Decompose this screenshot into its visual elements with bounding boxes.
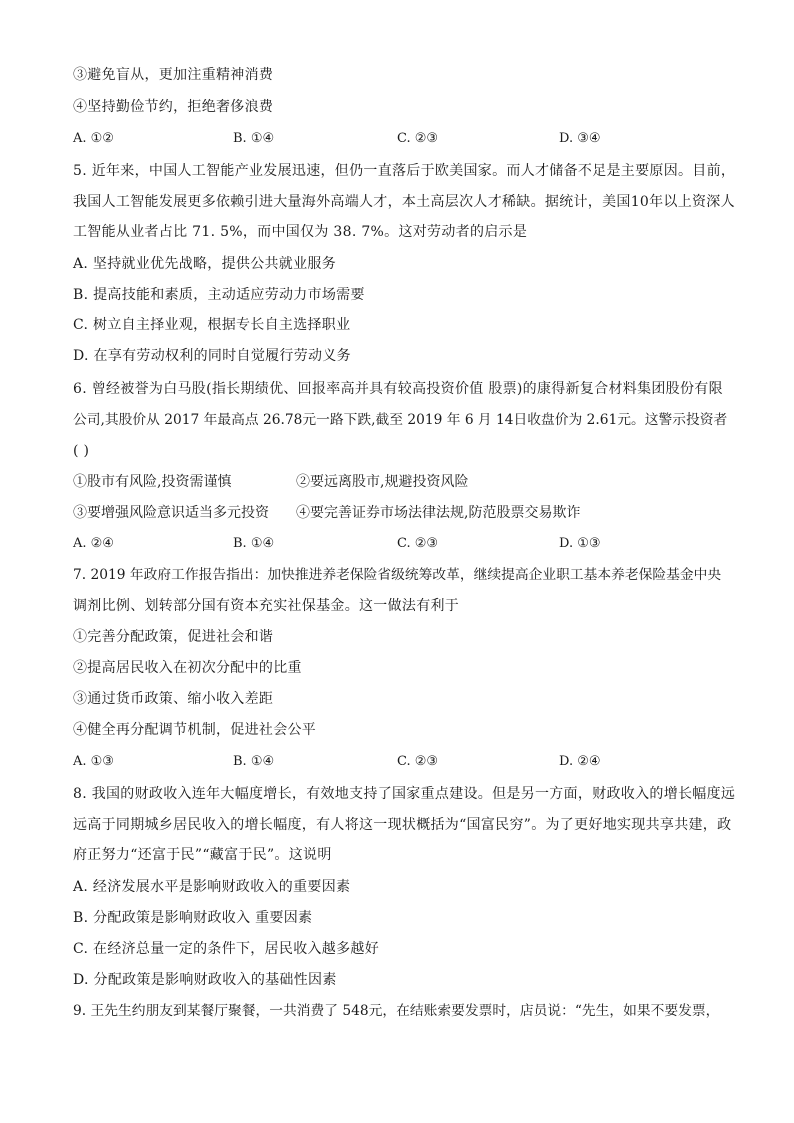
q7-option-c[interactable]: C. ②③	[397, 754, 439, 769]
q4-statement-4: ④坚持勤俭节约，拒绝奢侈浪费	[73, 99, 274, 115]
q8-choice-b[interactable]: B. 分配政策是影响财政收入 重要因素	[73, 910, 313, 926]
q8-stem-line-1: 8. 我国的财政收入连年大幅度增长，有效地支持了国家重点建设。但是另一方面，财政收入的增长幅度远	[73, 786, 736, 802]
q7-stem-line-1: 7. 2019 年政府工作报告指出：加快推进养老保险省级统筹改革，继续提高企业职工基本养老保险基金中央	[73, 567, 722, 583]
q5-stem-line-2: 我国人工智能发展更多依赖引进大量海外高端人才，本土高层次人才稀缺。据统计，美国10年以上资深人	[73, 194, 735, 210]
q4-statement-3: ③避免盲从，更加注重精神消费	[73, 67, 274, 83]
q4-option-d[interactable]: D. ③④	[559, 131, 601, 146]
q7-stem-line-2: 调剂比例、划转部分国有资本充实社保基金。这一做法有利于	[73, 598, 460, 614]
q6-statement-1: ①股市有风险,投资需谨慎	[73, 474, 232, 490]
q8-choice-a[interactable]: A. 经济发展水平是影响财政收入的重要因素	[73, 879, 351, 895]
q6-answer-blank: ( )	[73, 443, 90, 459]
q6-option-a[interactable]: A. ②④	[73, 536, 114, 551]
q7-statement-1: ①完善分配政策，促进社会和谐	[73, 629, 274, 645]
q6-statement-4: ④要完善证券市场法律法规,防范股票交易欺诈	[296, 505, 581, 521]
q6-option-b[interactable]: B. ①④	[233, 536, 275, 551]
q4-option-a[interactable]: A. ①②	[73, 131, 114, 146]
q9-stem-line-1: 9. 王先生约朋友到某餐厅聚餐，一共消费了 548元，在结账索要发票时，店员说：“先生，如果不要发票，	[73, 1003, 720, 1019]
q8-choice-c[interactable]: C. 在经济总量一定的条件下，居民收入越多越好	[73, 941, 380, 957]
q5-stem-line-1: 5. 近年来，中国人工智能产业发展迅速，但仍一直落后于欧美国家。而人才储备不足是主要原因。目前，	[73, 163, 736, 179]
q7-statement-2: ②提高居民收入在初次分配中的比重	[73, 660, 302, 676]
q7-statement-3: ③通过货币政策、缩小收入差距	[73, 691, 274, 707]
q7-option-b[interactable]: B. ①④	[233, 754, 275, 769]
q6-statement-2: ②要远离股市,规避投资风险	[296, 474, 469, 490]
q8-stem-line-2: 远高于同期城乡居民收入的增长幅度，有人将这一现状概括为“国富民穷”。为了更好地实现共享共建，政	[73, 817, 732, 833]
q5-choice-b[interactable]: B. 提高技能和素质，主动适应劳动力市场需要	[73, 287, 365, 303]
q4-option-c[interactable]: C. ②③	[397, 131, 439, 146]
q5-choice-a[interactable]: A. 坚持就业优先战略，提供公共就业服务	[73, 256, 337, 272]
q4-option-b[interactable]: B. ①④	[233, 131, 275, 146]
q5-choice-c[interactable]: C. 树立自主择业观，根据专长自主选择职业	[73, 317, 351, 333]
q7-option-d[interactable]: D. ②④	[559, 754, 601, 769]
q6-stem-line-1: 6. 曾经被誉为白马股(指长期绩优、回报率高并具有较高投资价值 股票)的康得新复合材料集团股份有限	[73, 381, 723, 397]
q8-stem-line-3: 府正努力“还富于民”“藏富于民”。这说明	[73, 847, 332, 863]
q6-option-c[interactable]: C. ②③	[397, 536, 439, 551]
q5-stem-line-3: 工智能从业者占比 71. 5%，而中国仅为 38. 7%。这对劳动者的启示是	[73, 224, 528, 240]
q5-choice-d[interactable]: D. 在享有劳动权利的同时自觉履行劳动义务	[73, 348, 351, 364]
q8-choice-d[interactable]: D. 分配政策是影响财政收入的基础性因素	[73, 972, 337, 988]
q6-statement-3: ③要增强风险意识适当多元投资	[73, 505, 269, 521]
q6-stem-line-2: 公司,其股价从 2017 年最高点 26.78元一路下跌,截至 2019 年 6 月 14日收盘价为 2.61元。这警示投资者	[73, 412, 728, 428]
q7-option-a[interactable]: A. ①③	[73, 754, 114, 769]
q6-option-d[interactable]: D. ①③	[559, 536, 601, 551]
q7-statement-4: ④健全再分配调节机制，促进社会公平	[73, 722, 317, 738]
